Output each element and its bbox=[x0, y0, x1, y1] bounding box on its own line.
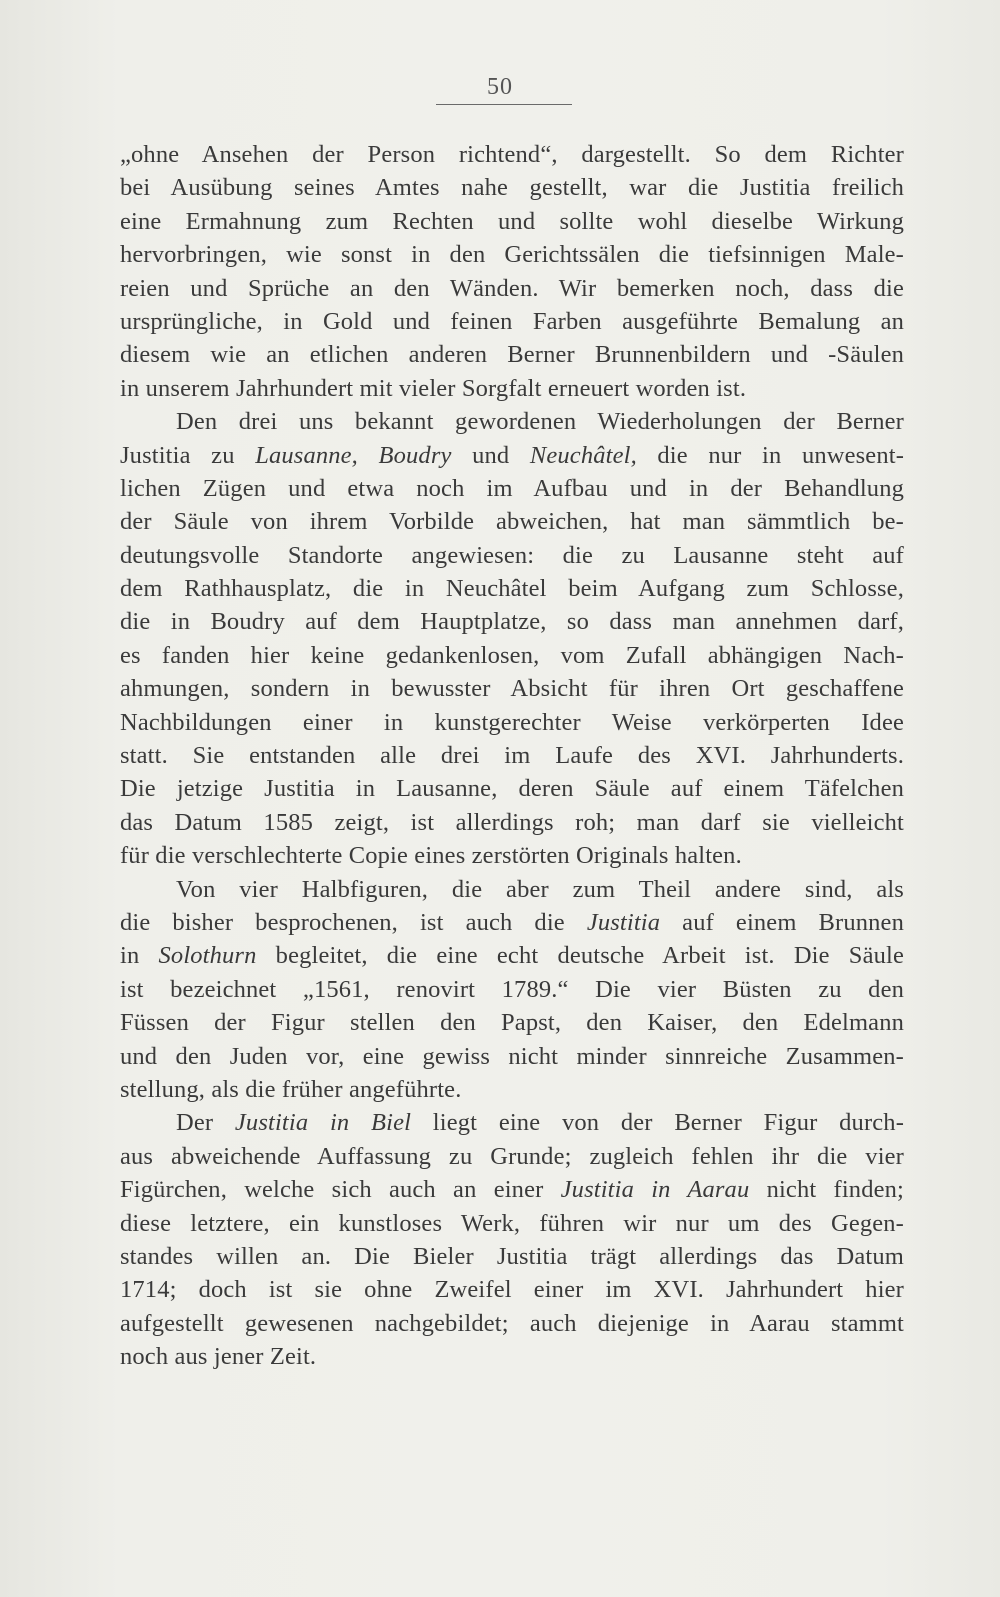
text-run: liegt eine von der Berner Figur durch- bbox=[411, 1109, 904, 1137]
text-run: ursprüngliche, in Gold und feinen Farben ausgeführte Bemalung an bbox=[120, 307, 904, 335]
text-run: bei Ausübung seines Amtes nahe gestellt, war die Justitia freilich bbox=[120, 174, 904, 202]
text-run: das Datum 1585 zeigt, ist allerdings roh; man darf sie vielleicht bbox=[120, 808, 904, 836]
text-run: lichen Zügen und etwa noch im Aufbau und in der Behandlung bbox=[120, 474, 904, 502]
text-run: nicht finden; bbox=[749, 1176, 904, 1204]
text-line bbox=[120, 939, 904, 972]
text-run: Nachbildungen einer in kunstgerechter Weise verkörperten Idee bbox=[120, 708, 904, 736]
text-line bbox=[120, 1173, 904, 1206]
text-line bbox=[120, 1040, 904, 1073]
text-run: standes willen an. Die Bieler Justitia trägt allerdings das Datum bbox=[120, 1242, 904, 1270]
text-line bbox=[120, 1273, 904, 1306]
text-line bbox=[120, 505, 904, 538]
text-run: Der bbox=[176, 1109, 235, 1137]
text-run: ahmungen, sondern in bewusster Absicht für ihren Ort geschaffene bbox=[120, 675, 904, 703]
text-run: und bbox=[451, 441, 530, 469]
paragraph bbox=[120, 1106, 904, 1373]
text-run: auf einem Brunnen bbox=[660, 908, 904, 936]
text-run: begleitet, die eine echt deutsche Arbeit ist. Die Säule bbox=[256, 942, 904, 970]
text-run: diese letztere, ein kunstloses Werk, führen wir nur um des Gegen- bbox=[120, 1209, 904, 1237]
text-run: ist bezeichnet „1561, renovirt 1789.“ Die vier Büsten zu den bbox=[120, 975, 904, 1003]
text-line bbox=[120, 405, 904, 438]
text-run: es fanden hier keine gedankenlosen, vom Zufall abhängigen Nach- bbox=[120, 641, 904, 669]
italic-text-run: Justitia bbox=[586, 908, 661, 936]
page-number: 50 bbox=[487, 74, 513, 100]
text-run: aufgestellt gewesenen nachgebildet; auch diejenige in Aarau stammt bbox=[120, 1309, 904, 1337]
text-run: für die verschlechterte Copie eines zerstörten Originals halten. bbox=[120, 842, 742, 870]
text-run: dem Rathhausplatz, die in Neuchâtel beim Aufgang zum Schlosse, bbox=[120, 575, 904, 603]
text-run: der Säule von ihrem Vorbilde abweichen, hat man sämmtlich be- bbox=[120, 508, 904, 536]
text-line bbox=[120, 772, 904, 805]
text-run: 1714; doch ist sie ohne Zweifel einer im XVI. Jahrhundert hier bbox=[120, 1276, 904, 1304]
text-line bbox=[120, 1140, 904, 1173]
italic-text-run: Justitia in Aarau bbox=[560, 1176, 750, 1204]
text-line bbox=[120, 739, 904, 772]
text-line bbox=[120, 1207, 904, 1240]
text-line bbox=[120, 539, 904, 572]
paragraph bbox=[120, 138, 904, 405]
text-run: in bbox=[120, 942, 159, 970]
text-line bbox=[120, 138, 904, 171]
text-line bbox=[120, 639, 904, 672]
text-run: hervorbringen, wie sonst in den Gerichtssälen die tiefsinnigen Male- bbox=[120, 241, 904, 269]
text-run: Die jetzige Justitia in Lausanne, deren Säule auf einem Täfelchen bbox=[120, 775, 904, 803]
text-line bbox=[120, 839, 904, 872]
text-run: deutungsvolle Standorte angewiesen: die zu Lausanne steht auf bbox=[120, 541, 904, 569]
text-run: Figürchen, welche sich auch an einer bbox=[120, 1176, 561, 1204]
text-line bbox=[120, 338, 904, 371]
text-line bbox=[120, 906, 904, 939]
text-line bbox=[120, 572, 904, 605]
text-line bbox=[120, 973, 904, 1006]
header-rule bbox=[436, 104, 572, 105]
italic-text-run: Solothurn bbox=[158, 942, 257, 970]
text-run: die in Boudry auf dem Hauptplatze, so dass man annehmen darf, bbox=[120, 608, 904, 636]
text-run: die bisher besprochenen, ist auch die bbox=[120, 908, 587, 936]
text-line bbox=[120, 1240, 904, 1273]
text-line bbox=[120, 272, 904, 305]
text-line bbox=[120, 1307, 904, 1340]
text-line bbox=[120, 372, 904, 405]
paragraph bbox=[120, 873, 904, 1107]
text-run: „ohne Ansehen der Person richtend“, dargestellt. So dem Richter bbox=[120, 141, 904, 168]
text-run: Von vier Halbfiguren, die aber zum Theil andere sind, als bbox=[176, 875, 904, 903]
text-line bbox=[120, 171, 904, 204]
text-line bbox=[120, 205, 904, 238]
text-run: und den Juden vor, eine gewiss nicht minder sinnreiche Zusammen- bbox=[120, 1042, 904, 1070]
text-line bbox=[120, 1106, 904, 1139]
text-line bbox=[120, 1073, 904, 1106]
text-line bbox=[120, 1006, 904, 1039]
text-line bbox=[120, 305, 904, 338]
text-line bbox=[120, 1340, 904, 1373]
text-line bbox=[120, 806, 904, 839]
italic-text-run: Justitia in Biel bbox=[234, 1109, 412, 1137]
paragraph bbox=[120, 405, 904, 872]
text-run: in unserem Jahrhundert mit vieler Sorgfalt erneuert worden ist. bbox=[120, 374, 747, 402]
text-run: Den drei uns bekannt gewordenen Wiederholungen der Berner bbox=[176, 408, 904, 436]
text-run: die nur in unwesent- bbox=[636, 441, 904, 469]
text-run: statt. Sie entstanden alle drei im Laufe des XVI. Jahrhunderts. bbox=[120, 742, 904, 770]
italic-text-run: Lausanne, Boudry bbox=[255, 441, 452, 469]
text-run: stellung, als die früher angeführte. bbox=[120, 1075, 462, 1103]
text-line bbox=[120, 672, 904, 705]
text-line bbox=[120, 605, 904, 638]
text-line bbox=[120, 439, 904, 472]
text-line bbox=[120, 873, 904, 906]
text-run: reien und Sprüche an den Wänden. Wir bemerken noch, dass die bbox=[120, 274, 904, 302]
text-run: eine Ermahnung zum Rechten und sollte wohl dieselbe Wirkung bbox=[120, 207, 904, 235]
body-text bbox=[120, 138, 904, 1373]
text-line bbox=[120, 472, 904, 505]
text-line bbox=[120, 706, 904, 739]
text-run: Füssen der Figur stellen den Papst, den Kaiser, den Edelmann bbox=[120, 1009, 904, 1037]
text-run: aus abweichende Auffassung zu Grunde; zugleich fehlen ihr die vier bbox=[120, 1142, 904, 1170]
italic-text-run: Neuchâtel, bbox=[529, 441, 637, 469]
text-line bbox=[120, 238, 904, 271]
text-run: Justitia zu bbox=[120, 441, 256, 469]
text-run: noch aus jener Zeit. bbox=[120, 1343, 317, 1371]
text-run: diesem wie an etlichen anderen Berner Brunnenbildern und -Säulen bbox=[120, 341, 904, 369]
